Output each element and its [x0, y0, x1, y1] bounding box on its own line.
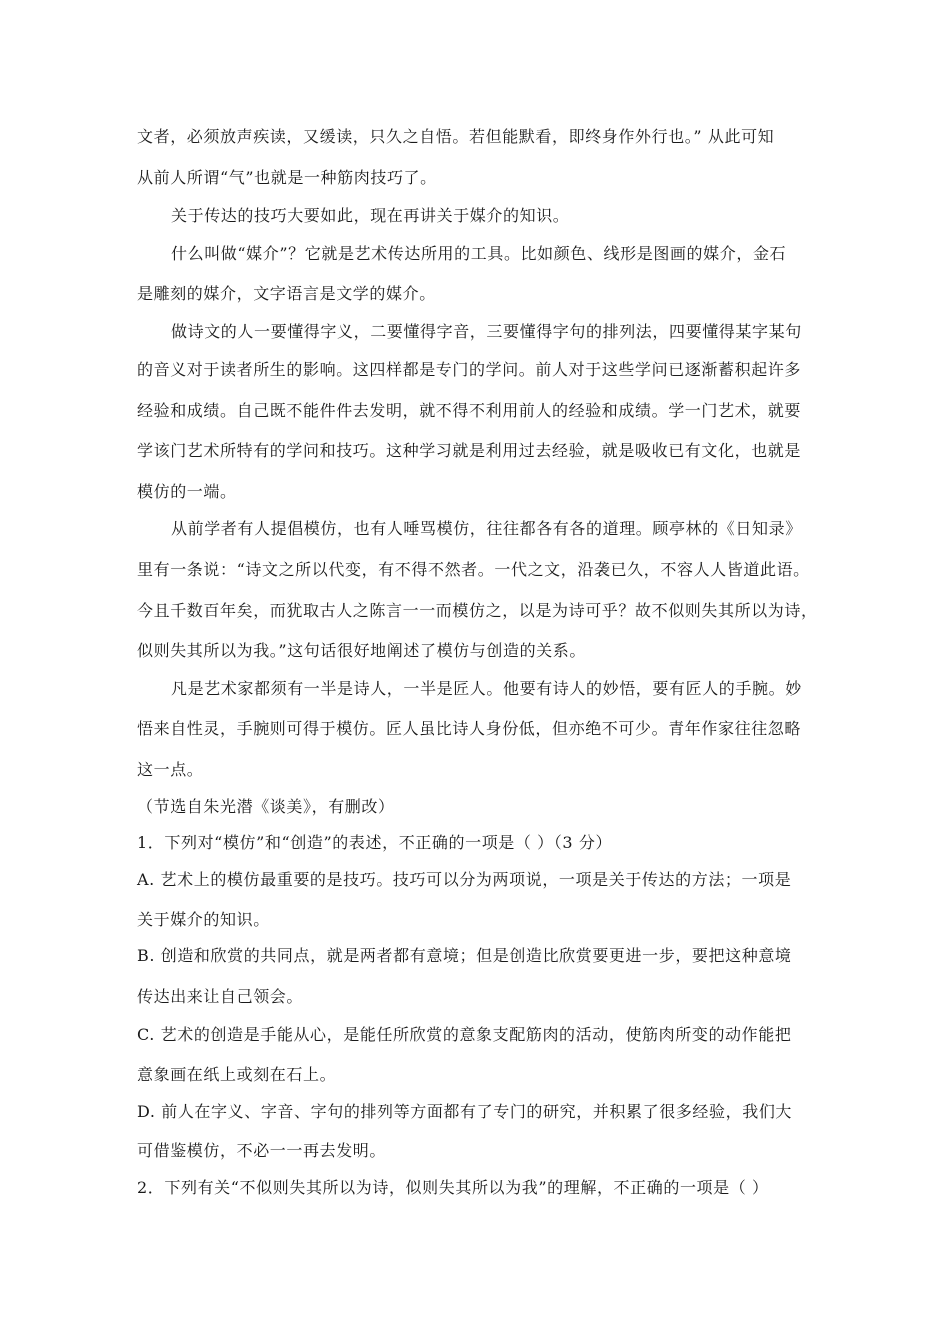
option-a: A. 艺术上的模仿最重要的是技巧。技巧可以分为两项说，一项是关于传达的方法；一项是: [137, 870, 792, 889]
text-line: 的音义对于读者所生的影响。这四样都是专门的学问。前人对于这些学问已逐渐蓄积起许多: [137, 360, 802, 379]
paragraph-line: 做诗文的人一要懂得字义，二要懂得字音，三要懂得字句的排列法，四要懂得某字某句: [171, 322, 802, 341]
option-d-continued: 可借鉴模仿，不必一一再去发明。: [137, 1141, 387, 1160]
text-line: 从前人所谓“气”也就是一种筋肉技巧了。: [137, 168, 437, 187]
paragraph-line: 从前学者有人提倡模仿，也有人唾骂模仿，往往都各有各的道理。顾亭林的《日知录》: [171, 519, 802, 538]
text-line: 模仿的一端。: [137, 482, 237, 501]
question-1: 1．下列对“模仿”和“创造”的表述，不正确的一项是（ ）（3 分）: [137, 833, 613, 852]
text-line: 今且千数百年矣，而犹取古人之陈言一一而模仿之，以是为诗可乎？故不似则失其所以为诗，: [137, 601, 818, 620]
option-c: C. 艺术的创造是手能从心，是能任所欣赏的意象支配筋肉的活动，使筋肉所变的动作能把: [137, 1025, 792, 1044]
paragraph-line: 凡是艺术家都须有一半是诗人，一半是匠人。他要有诗人的妙悟，要有匠人的手腕。妙: [171, 679, 802, 698]
text-line: 似则失其所以为我。”这句话很好地阐述了模仿与创造的关系。: [137, 641, 586, 660]
text-line: 悟来自性灵，手腕则可得于模仿。匠人虽比诗人身份低，但亦绝不可少。青年作家往往忽略: [137, 719, 802, 738]
option-b-continued: 传达出来让自己领会。: [137, 987, 304, 1006]
option-a-continued: 关于媒介的知识。: [137, 910, 270, 929]
option-d: D. 前人在字义、字音、字句的排列等方面都有了专门的研究，并积累了很多经验，我们大: [137, 1102, 793, 1121]
text-line: 是雕刻的媒介，文字语言是文学的媒介。: [137, 284, 436, 303]
text-line: 里有一条说：“诗文之所以代变，有不得不然者。一代之文，沿袭已久，不容人人皆道此语。: [137, 560, 810, 579]
paragraph-line: 关于传达的技巧大要如此，现在再讲关于媒介的知识。: [171, 206, 570, 225]
text-line: 学该门艺术所特有的学问和技巧。这种学习就是利用过去经验，就是吸收已有文化，也就是: [137, 441, 802, 460]
text-line: 经验和成绩。自己既不能件件去发明，就不得不利用前人的经验和成绩。学一门艺术，就要: [137, 401, 802, 420]
paragraph-line: 什么叫做“媒介”？它就是艺术传达所用的工具。比如颜色、线形是图画的媒介，金石: [171, 244, 787, 263]
option-b: B. 创造和欣赏的共同点，就是两者都有意境；但是创造比欣赏要更进一步，要把这种意境: [137, 946, 792, 965]
option-c-continued: 意象画在纸上或刻在石上。: [137, 1065, 337, 1084]
question-2: 2．下列有关“不似则失其所以为诗，似则失其所以为我”的理解，不正确的一项是（ ）: [137, 1178, 769, 1197]
source-citation: （节选自朱光潜《谈美》，有删改）: [137, 797, 395, 816]
text-line: 文者，必须放声疾读，又缓读，只久之自悟。若但能默看，即终身作外行也。” 从此可知: [137, 127, 775, 146]
text-line: 这一点。: [137, 760, 204, 779]
